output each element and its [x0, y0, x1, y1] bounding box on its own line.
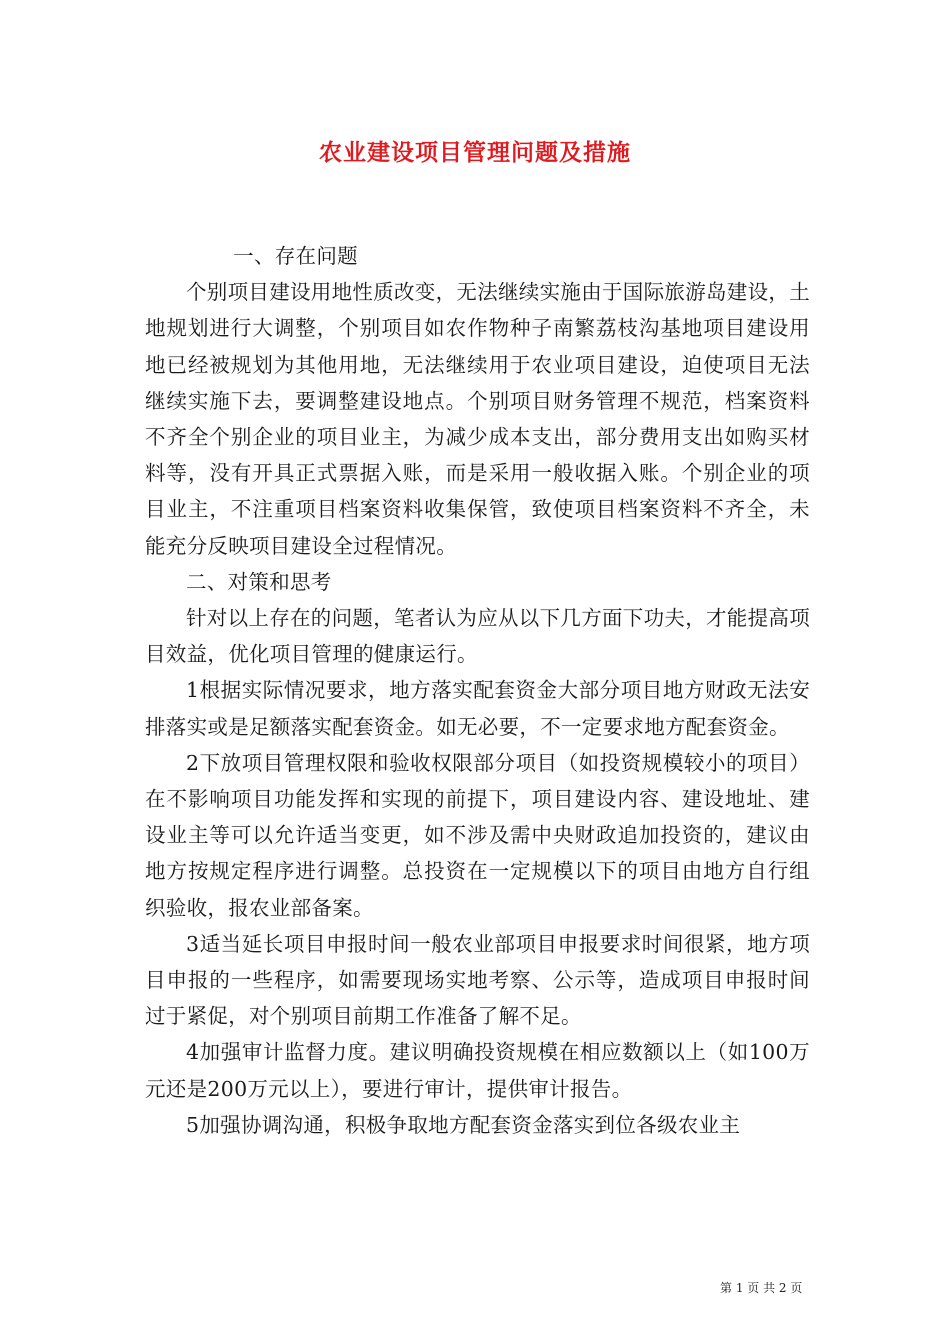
paragraph-item-2: 2下放项目管理权限和验收权限部分项目（如投资规模较小的项目）在不影响项目功能发挥和实现的前提下，项目建设内容、建设地址、建设业主等可以允许适当变更，如不涉及需中央财政追加投资的，建议由地方按规定程序进行调整。总投资在一定规模以下的项目由地方自行组织验收，报农业部备案。	[145, 750, 810, 920]
paragraph-item-4: 4加强审计监督力度。建议明确投资规模在相应数额以上（如100万元还是200万元以上），要进行审计，提供审计报告。	[145, 1040, 810, 1101]
paragraph-problems: 个别项目建设用地性质改变，无法继续实施由于国际旅游岛建设，土地规划进行大调整，个别项目如农作物种子南繁荔枝沟基地项目建设用地已经被规划为其他用地，无法继续用于农业项目建设，迫使项目无法继续实施下去，要调整建设地点。个别项目财务管理不规范，档案资料不齐全个别企业的项目业主，为减少成本支出，部分费用支出如购买材料等，没有开具正式票据入账，而是采用一般收据入账。个别企业的项目业主，不注重项目档案资料收集保管，致使项目档案资料不齐全，未能充分反映项目建设全过程情况。	[145, 280, 810, 558]
document-body	[145, 238, 810, 1143]
section-heading-countermeasures: 二、对策和思考	[186, 569, 332, 594]
section-heading-problems: 一、存在问题	[233, 244, 358, 268]
paragraph-item-3: 3适当延长项目申报时间一般农业部项目申报要求时间很紧，地方项目申报的一些程序，如需要现场实地考察、公示等，造成项目申报时间过于紧促，对个别项目前期工作准备了解不足。	[145, 931, 810, 1029]
paragraph-intro: 针对以上存在的问题，笔者认为应从以下几方面下功夫，才能提高项目效益，优化项目管理的健康运行。	[145, 606, 810, 667]
paragraph-item-1: 1根据实际情况要求，地方落实配套资金大部分项目地方财政无法安排落实或是足额落实配套资金。如无必要，不一定要求地方配套资金。	[145, 678, 810, 739]
page-number-footer: 第 1 页 共 2 页	[720, 1281, 803, 1295]
paragraph-item-5: 5加强协调沟通，积极争取地方配套资金落实到位各级农业主	[186, 1112, 741, 1137]
document-title: 农业建设项目管理问题及措施	[319, 139, 631, 166]
